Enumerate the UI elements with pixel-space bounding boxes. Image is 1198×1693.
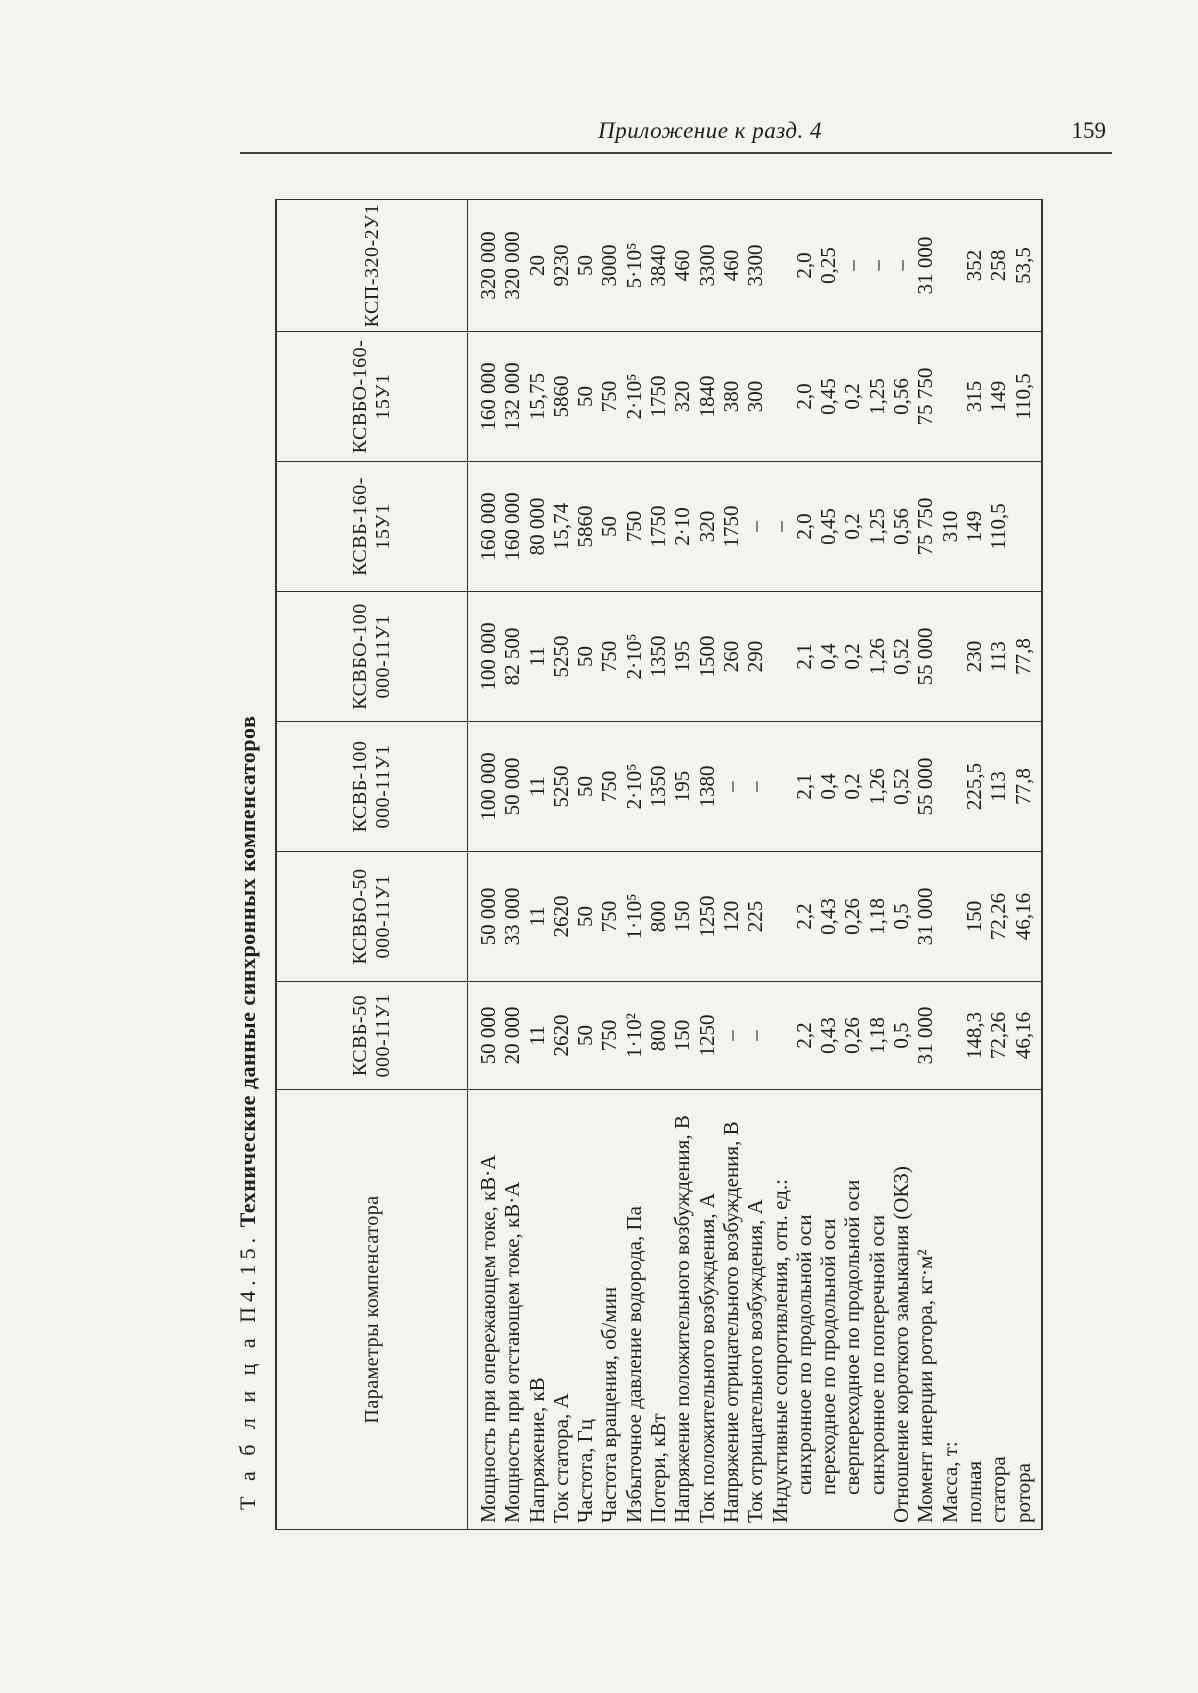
param-value: 0,52 (889, 768, 914, 805)
param-value: 1,26 (864, 768, 889, 805)
param-name: Отношение короткого замыкания (ОКЗ) (889, 1166, 914, 1523)
param-value: 0,43 (816, 1017, 841, 1054)
param-value: 0,5 (889, 1022, 914, 1049)
param-value: 1500 (694, 635, 719, 678)
param-value: 0,52 (889, 638, 914, 675)
param-value: 1,25 (864, 378, 889, 415)
param-name: Мощность при отстающем токе, кВ·А (500, 1181, 525, 1523)
param-value: 5860 (573, 505, 598, 548)
param-value: 15,75 (524, 372, 549, 421)
param-name: Напряжение, кВ (524, 1377, 549, 1523)
param-value (1011, 462, 1035, 591)
param-value: 82 500 (500, 627, 525, 686)
param-value: 46,16 (1010, 1011, 1035, 1060)
param-value: 2,0 (791, 252, 816, 279)
param-value: 750 (597, 1019, 622, 1052)
param-value (938, 592, 962, 721)
param-value: 9230 (548, 244, 573, 287)
column-header: КСВБ-160-15У1 (276, 462, 468, 592)
param-value: 77,8 (1010, 638, 1035, 675)
param-value: 55 000 (913, 757, 938, 816)
compensator-table (275, 199, 1043, 1530)
param-value: 31 000 (913, 887, 938, 946)
param-value: 3840 (646, 244, 671, 287)
param-value: 1750 (646, 505, 671, 548)
param-value: 132 000 (500, 362, 525, 431)
param-value: 225,5 (961, 762, 986, 811)
column-header: КСВБО-100 000-11У1 (276, 592, 468, 722)
param-value: 0,43 (816, 898, 841, 935)
param-value: – (864, 260, 889, 271)
param-value: 0,2 (840, 773, 865, 800)
param-value: 258 (986, 249, 1011, 282)
param-value: – (767, 521, 792, 532)
param-value: 1·10² (621, 1013, 646, 1058)
param-value: – (743, 1030, 768, 1041)
param-name: переходное по продольной оси (816, 1218, 841, 1495)
values-cell (468, 982, 1042, 1090)
param-value: 195 (670, 770, 695, 803)
param-value (768, 722, 792, 851)
param-value: 50 000 (476, 1006, 500, 1065)
param-value: 50 (573, 906, 598, 927)
param-value: 50 (573, 255, 598, 276)
values-cell (468, 332, 1042, 462)
param-value: 800 (646, 900, 671, 933)
param-value (938, 982, 962, 1089)
param-name: Мощность при опережающем токе, кВ·А (476, 1154, 500, 1523)
param-value: 160 000 (476, 362, 500, 431)
param-value: 33 000 (500, 887, 525, 946)
param-value: – (889, 260, 914, 271)
param-value: 55 000 (913, 627, 938, 686)
param-value: 2·10⁵ (621, 633, 646, 680)
param-value: 800 (646, 1019, 671, 1052)
param-value: 20 000 (500, 1006, 525, 1065)
param-value: 5860 (548, 375, 573, 418)
param-value: 320 (694, 510, 719, 543)
param-value: 750 (621, 510, 646, 543)
param-value: 3300 (743, 244, 768, 287)
param-value: 100 000 (476, 622, 500, 691)
param-value: 750 (597, 770, 622, 803)
param-value: 2,1 (791, 773, 816, 800)
param-value: 11 (524, 776, 549, 797)
param-value: 2,1 (791, 643, 816, 670)
values-cell (468, 722, 1042, 852)
param-name: полная (961, 1460, 986, 1523)
param-value: 0,45 (816, 508, 841, 545)
param-value (768, 200, 792, 331)
param-value: 160 000 (476, 492, 500, 561)
rotated-table-block (230, 200, 1120, 1530)
param-value: – (718, 781, 743, 792)
param-value: 110,5 (1010, 373, 1035, 420)
param-value: – (743, 521, 768, 532)
param-value: 0,2 (840, 383, 865, 410)
param-header: Параметры компенсатора (276, 1090, 468, 1530)
param-value: 2,0 (791, 383, 816, 410)
param-value: 3000 (597, 244, 622, 287)
param-value: 2620 (548, 895, 573, 938)
param-name: статора (986, 1456, 1011, 1523)
param-name: Потери, кВт (646, 1413, 671, 1523)
running-title: Приложение к разд. 4 (598, 118, 822, 143)
param-value: 31 000 (913, 1006, 938, 1065)
param-value: 1840 (694, 375, 719, 418)
param-value: 50 (573, 386, 598, 407)
param-name: Индуктивные сопротивления, отн. ед.: (767, 1179, 792, 1523)
param-value: 0,56 (889, 508, 914, 545)
param-value: 320 000 (476, 231, 500, 300)
column-header: КСВБ-50 000-11У1 (276, 982, 468, 1090)
param-value: 1380 (694, 765, 719, 808)
param-value: 5250 (548, 765, 573, 808)
param-value (768, 332, 792, 461)
param-value: 320 (670, 380, 695, 413)
param-value: 46,16 (1010, 892, 1035, 941)
param-value (938, 852, 962, 981)
column-header: КСВБО-50 000-11У1 (276, 852, 468, 982)
values-cell (468, 200, 1042, 332)
param-value: 75 750 (913, 497, 938, 556)
param-value: 50 000 (476, 887, 500, 946)
param-name: Ток отрицательного возбуждения, А (743, 1199, 768, 1523)
param-value: – (743, 781, 768, 792)
param-value (768, 982, 792, 1089)
param-value: 1,18 (864, 898, 889, 935)
param-value: 5·10⁵ (621, 242, 646, 289)
param-name: Масса, т: (937, 1441, 962, 1523)
param-value: 290 (743, 640, 768, 673)
param-name: синхронное по продольной оси (791, 1214, 816, 1495)
param-value: 225 (743, 900, 768, 933)
param-value: 149 (986, 380, 1011, 413)
param-value: 100 000 (476, 752, 500, 821)
param-value: 50 (573, 776, 598, 797)
param-value: 1,18 (864, 1017, 889, 1054)
param-value: 1,25 (864, 508, 889, 545)
values-cell (468, 462, 1042, 592)
param-value: 31 000 (913, 236, 938, 295)
param-name: синхронное по поперечной оси (864, 1214, 889, 1495)
param-value: 50 (573, 646, 598, 667)
param-value: 2·10⁵ (621, 373, 646, 420)
table-caption (230, 310, 270, 1510)
param-value: 2,2 (791, 903, 816, 930)
param-value: 50 (573, 1025, 598, 1046)
column-header: КСВБ-100 000-11У1 (276, 722, 468, 852)
param-value: 53,5 (1010, 247, 1035, 284)
param-value: 0,5 (889, 903, 914, 930)
param-value: 20 (524, 255, 549, 276)
param-value: 1350 (646, 765, 671, 808)
column-header: КСП-320-2У1 (276, 200, 468, 332)
param-name: Частота вращения, об/мин (597, 1286, 622, 1523)
param-value: 1750 (718, 505, 743, 548)
table-caption-title: Технические данные синхронных компенсаторов (235, 715, 260, 1228)
param-value: 2,0 (791, 513, 816, 540)
param-name: Частота, Гц (573, 1418, 598, 1523)
param-value: 750 (597, 380, 622, 413)
param-value: 0,2 (840, 643, 865, 670)
param-name: Ток статора, А (548, 1393, 573, 1523)
param-value: 195 (670, 640, 695, 673)
param-value: 11 (524, 1025, 549, 1046)
param-value: 15,74 (548, 502, 573, 551)
param-name: Напряжение положительного возбуждения, В (670, 1115, 695, 1523)
param-value: 1·10⁵ (621, 893, 646, 940)
param-value: 150 (670, 1019, 695, 1052)
param-value: 352 (961, 249, 986, 282)
param-value: 150 (961, 900, 986, 933)
param-value: 0,4 (816, 643, 841, 670)
param-value: 2·10⁵ (621, 763, 646, 810)
param-value: 750 (597, 900, 622, 933)
param-value: 2·10 (670, 507, 695, 546)
param-value: 0,26 (840, 1017, 865, 1054)
param-value: – (840, 260, 865, 271)
param-name: сверпереходное по продольной оси (840, 1179, 865, 1495)
param-value: 80 000 (524, 497, 549, 556)
param-value: 230 (961, 640, 986, 673)
values-cell (468, 852, 1042, 982)
param-value: 0,26 (840, 898, 865, 935)
param-value: 148,3 (961, 1011, 986, 1060)
param-value: 750 (597, 640, 622, 673)
param-value (768, 852, 792, 981)
param-value (938, 332, 962, 461)
param-value: 1250 (694, 895, 719, 938)
values-cell (468, 592, 1042, 722)
running-head (240, 112, 1112, 154)
param-value: 0,2 (840, 513, 865, 540)
param-value (938, 722, 962, 851)
param-value: 72,26 (986, 892, 1011, 941)
param-value (938, 200, 962, 331)
param-value: 160 000 (500, 492, 525, 561)
param-value: 5250 (548, 635, 573, 678)
param-value: 77,8 (1010, 768, 1035, 805)
param-value: 150 (670, 900, 695, 933)
param-value: 50 000 (500, 757, 525, 816)
param-value: 460 (670, 249, 695, 282)
param-value: 460 (718, 249, 743, 282)
param-value: 0,25 (816, 247, 841, 284)
param-value: 113 (986, 641, 1011, 672)
param-value: 0,4 (816, 773, 841, 800)
param-name: Избыточное давление водорода, Па (621, 1206, 646, 1523)
param-value: 300 (743, 380, 768, 413)
page-number: 159 (1071, 118, 1106, 143)
param-value: 3300 (694, 244, 719, 287)
param-name: Ток положительного возбуждения, А (694, 1193, 719, 1523)
param-value: 110,5 (986, 503, 1011, 550)
param-name: Напряжение отрицательного возбуждения, В (718, 1121, 743, 1523)
param-value: 320 000 (500, 231, 525, 300)
param-value: 0,45 (816, 378, 841, 415)
param-value: 1250 (694, 1014, 719, 1057)
param-value: 2,2 (791, 1022, 816, 1049)
param-value: 120 (718, 900, 743, 933)
param-value: 260 (718, 640, 743, 673)
param-value: – (718, 1030, 743, 1041)
param-value (768, 592, 792, 721)
param-value: 1,26 (864, 638, 889, 675)
param-value: 113 (986, 771, 1011, 802)
param-names-cell (468, 1090, 1042, 1530)
param-name: ротора (1010, 1463, 1035, 1523)
column-header: КСВБО-160-15У1 (276, 332, 468, 462)
table-caption-label: Т а б л и ц а П4.15. (235, 1232, 260, 1510)
param-value: 1750 (646, 375, 671, 418)
param-value: 75 750 (913, 367, 938, 426)
param-value: 315 (961, 380, 986, 413)
param-value: 11 (524, 906, 549, 927)
param-value: 310 (937, 510, 962, 543)
param-value: 149 (961, 510, 986, 543)
param-value: 1350 (646, 635, 671, 678)
param-value: 380 (718, 380, 743, 413)
param-value: 72,26 (986, 1011, 1011, 1060)
param-name: Момент инерции ротора, кг·м² (913, 1249, 938, 1523)
param-value: 50 (597, 516, 622, 537)
param-value: 0,56 (889, 378, 914, 415)
param-value: 2620 (548, 1014, 573, 1057)
param-value: 11 (524, 646, 549, 667)
